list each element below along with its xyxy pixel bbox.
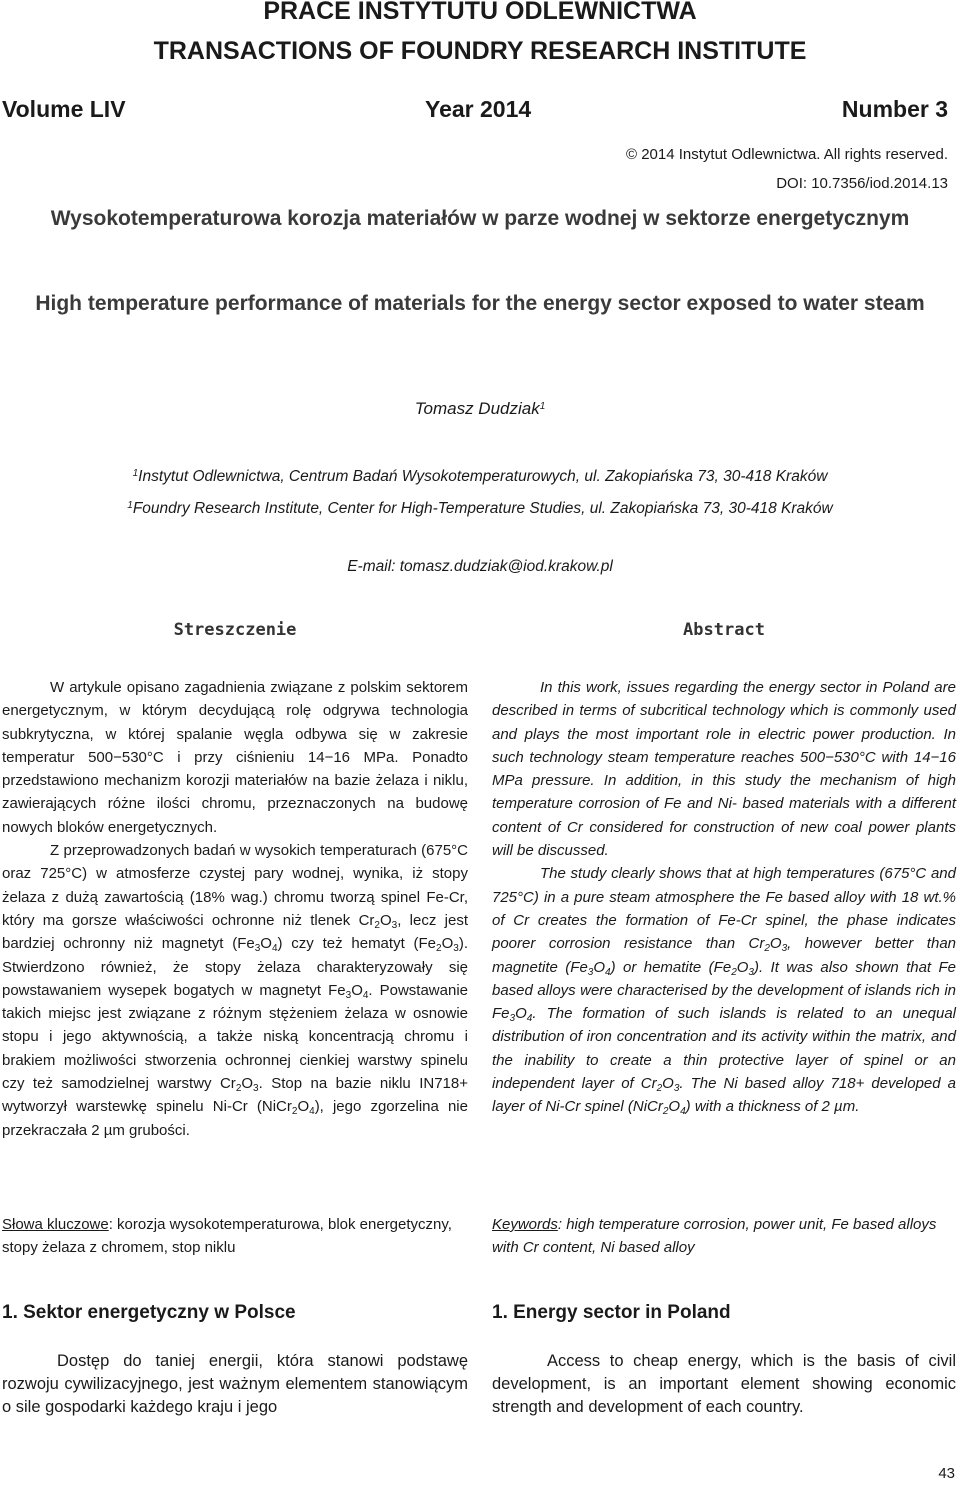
section-text-pl-paragraph: Dostęp do taniej energii, która stanowi podstawę rozwoju cywilizacyjnego, jest ważnym elementem stanowiącym o sile gospodarki każdego kraju i jego xyxy=(2,1352,468,1416)
keywords-en-label: Keywords xyxy=(492,1216,558,1233)
keywords-pl-label: Słowa kluczowe xyxy=(2,1216,109,1233)
article-title-en-text: High temperature performance of materials for the energy sector exposed to water steam xyxy=(35,292,925,315)
section-text-en-paragraph: Access to cheap energy, which is the basis of civil development, is an important element showing economic strength and development of each country. xyxy=(492,1352,956,1416)
page-number: 43 xyxy=(938,1465,955,1482)
keywords-pl-text: : korozja wysokotemperaturowa, blok energetyczny, stopy żelaza z chromem, stop niklu xyxy=(2,1216,452,1257)
author-email: E-mail: tomasz.dudziak@iod.krakow.pl xyxy=(347,558,613,575)
affiliation-en xyxy=(0,499,960,519)
section-heading-en: 1. Energy sector in Poland xyxy=(492,1302,731,1323)
author-name: Tomasz Dudziak xyxy=(414,399,540,418)
abstract-pl-paragraph-2: Z przeprowadzonych badań w wysokich temperaturach (675°C oraz 725°C) w atmosferze czystej pary wodnej, wynika, iż stopy żelaza z dużą zawartością (18% wag.) chromu tworzą spinel Fe-Cr, który ma gorsze właściwości ochronne niż tlenek $Cr_2O_3$, lecz jest bardziej ochronny niż magnetyt $(Fe_3O_4)$ czy też hematyt $(Fe_2O_3)$. Stwierdzono również, że stopy żelaza charakteryzowały się powstawaniem wysepek bogatych w magnetyt $Fe_3O_4$. Powstawanie takich miejsc jest związane z różnym stężeniem żelaza w osnowie stopu i jego aktywnością, a także niską koncentracją chromu i brakiem możliwości stworzenia ochronnej cienkiej warstwy spinelu czy też samodzielnej warstwy $Cr_2O_3$. Stop na bazie niklu IN718+ wytworzył warstewkę spinelu Ni-Cr $(NiCr_2O_4)$, jego zgorzelina nie przekraczała 2 µm grubości. xyxy=(2,842,468,1139)
abstract-en-heading: Abstract xyxy=(683,620,765,640)
abstract-pl-heading: Streszczenie xyxy=(173,620,297,640)
journal-title-en: TRANSACTIONS OF FOUNDRY RESEARCH INSTITUTE xyxy=(153,37,807,65)
author-affiliation-mark: 1 xyxy=(539,401,546,412)
affiliation-en-mark: 1 xyxy=(127,500,133,511)
abstract-pl-body xyxy=(2,676,468,1142)
journal-title-pl: PRACE INSTYTUTU ODLEWNICTWA xyxy=(263,0,697,25)
article-title-pl: Wysokotemperaturowa korozja materiałów w parze wodnej w sektorze energetycznym xyxy=(50,207,910,230)
abstract-en-paragraph-1: In this work, issues regarding the energy sector in Poland are described in terms of subcritical technology which is commonly used and plays the most important role in electric power production. In such technology steam temperature reaches 500−530°C with 14−16 MPa pressure. In addition, in this study the mechanism of high temperature corrosion of Fe and Ni- based materials with a different content of Cr considered for construction of new coal power plants will be discussed. xyxy=(492,679,956,860)
abstract-pl-paragraph-1: W artykule opisano zagadnienia związane z polskim sektorem energetycznym, w którym decydującą rolę odgrywa technologia subkrytyczna, w której spalanie węgla odbywa się w zakresie temperatur 500−530°C i przy ciśnieniu 14−16 MPa. Ponadto przedstawiono mechanizm korozji materiałów na bazie żelaza i niklu, zawierających różne ilości chromu, przeznaczonych na budowę nowych bloków energetycznych. xyxy=(2,679,468,836)
copyright-line: © 2014 Instytut Odlewnictwa. All rights reserved. xyxy=(625,146,948,163)
doi-line: DOI: 10.7356/iod.2014.13 xyxy=(776,175,948,192)
year-label: Year 2014 xyxy=(425,96,532,122)
affiliation-pl-mark: 1 xyxy=(132,468,139,479)
keywords-pl xyxy=(2,1213,468,1260)
affiliation-pl xyxy=(0,467,960,487)
abstract-en-paragraph-2: The study clearly shows that at high temperatures (675°C and 725°C) in a pure steam atmosphere the Fe based alloy with 18 wt.% of Cr creates the formation of Fe-Cr spinel, the phase indicates poorer corrosion resistance than $Cr_2O_3$, however better than magnetite $(Fe_3O_4)$ or hematite $(Fe_2O_3)$. It was also shown that Fe based alloys were characterised by the development of islands rich in $Fe_3O_4$. The formation of such islands is related to an unequal distribution of iron concentration and its activity within the matrix, and the inability to create a thin protective layer of spinel or an independent layer of $Cr_2O_3$. The Ni based alloy 718+ developed a layer of Ni-Cr spinel $(NiCr_2O_4)$ with a thickness of 2 µm. xyxy=(492,865,957,1118)
section-heading-pl: 1. Sektor energetyczny w Polsce xyxy=(2,1302,296,1323)
volume-label: Volume LIV xyxy=(2,96,126,122)
keywords-en-text: : high temperature corrosion, power unit, Fe based alloys with Cr content, Ni based alloy xyxy=(492,1216,937,1257)
abstract-en-body xyxy=(492,676,956,1119)
keywords-en xyxy=(492,1213,956,1260)
number-label: Number 3 xyxy=(841,96,948,122)
affiliation-pl-text: Instytut Odlewnictwa, Centrum Badań Wysokotemperaturowych, ul. Zakopiańska 73, 30-418 Kraków xyxy=(138,468,828,485)
section-text-pl xyxy=(2,1350,468,1419)
section-text-en xyxy=(492,1350,956,1419)
affiliation-en-text: Foundry Research Institute, Center for High-Temperature Studies, ul. Zakopiańska 73, 30-418 Kraków xyxy=(132,500,833,517)
article-title-en xyxy=(0,290,960,318)
author-line xyxy=(0,398,960,420)
